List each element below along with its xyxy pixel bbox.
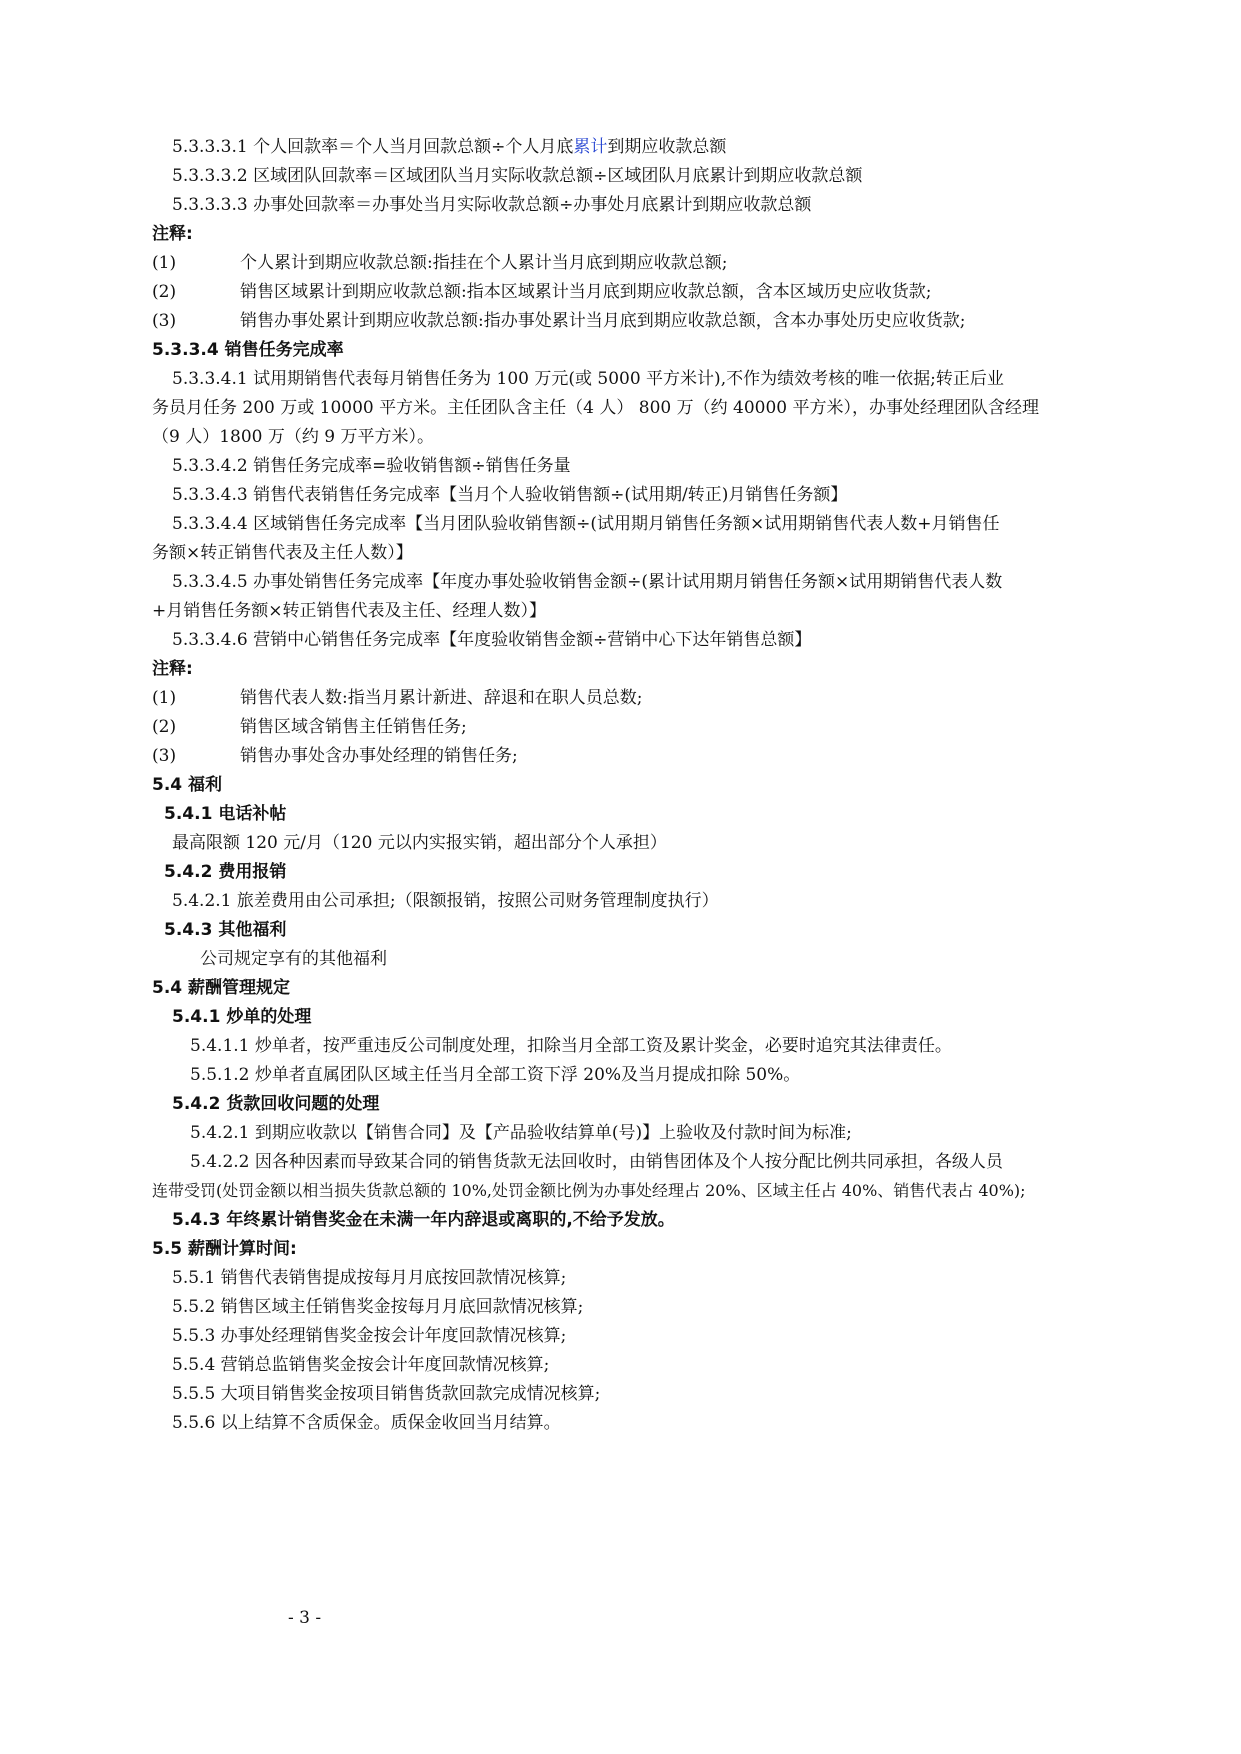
list-item: 5.5.5 大项目销售奖金按项目销售货款回款完成情况核算; <box>172 1384 601 1404</box>
formula-personal-collection-rate <box>172 132 1091 162</box>
subsection-heading: 5.4.1 电话补帖 <box>164 804 287 824</box>
page-number: - 3 - <box>288 1608 322 1628</box>
paragraph-line: 5.4.2.1 旅差费用由公司承担;（限额报销，按照公司财务管理制度执行） <box>172 891 719 911</box>
paragraph-line: 5.3.3.4.1 试用期销售代表每月销售任务为 100 万元(或 5000 平方米计),不作为绩效考核的唯一依据;转正后业 <box>172 369 1004 389</box>
section-heading: 5.4 薪酬管理规定 <box>152 978 291 998</box>
subsection-heading: 5.4.2 货款回收问题的处理 <box>172 1094 380 1114</box>
note-item: (3) 销售办事处含办事处经理的销售任务; <box>152 746 518 766</box>
paragraph-line: +月销售任务额×转正销售代表及主任、经理人数）】 <box>152 601 546 621</box>
subsection-heading: 5.4.1 炒单的处理 <box>172 1007 312 1027</box>
subsection-heading: 5.4.3 其他福利 <box>164 920 287 940</box>
note-label: 注释: <box>152 224 193 244</box>
paragraph-line: 5.4.2.2 因各种因素而导致某合同的销售货款无法回收时，由销售团体及个人按分配比例共同承担，各级人员 <box>190 1152 1003 1172</box>
note-item: (1) 个人累计到期应收款总额:指挂在个人累计当月底到期应收款总额; <box>152 253 728 273</box>
paragraph-line: 5.3.3.4.3 销售代表销售任务完成率【当月个人验收销售额÷(试用期/转正)月销售任务额】 <box>172 485 848 505</box>
paragraph-line: 5.3.3.4.5 办事处销售任务完成率【年度办事处验收销售金额÷(累计试用期月销售任务额×试用期销售代表人数 <box>172 572 1003 592</box>
section-heading: 5.5 薪酬计算时间: <box>152 1239 297 1259</box>
paragraph-line: 5.3.3.4.6 营销中心销售任务完成率【年度验收销售金额÷营销中心下达年销售总额】 <box>172 630 812 650</box>
highlighted-term: 累计 <box>573 137 608 157</box>
note-item: (2) 销售区域累计到期应收款总额:指本区域累计当月底到期应收款总额，含本区域历史应收货款; <box>152 282 932 302</box>
paragraph-line: 5.3.3.4.4 区域销售任务完成率【当月团队验收销售额÷(试用期月销售任务额×试用期销售代表人数+月销售任 <box>172 514 1000 534</box>
note-item: (1) 销售代表人数:指当月累计新进、辞退和在职人员总数; <box>152 688 643 708</box>
paragraph-line: 5.3.3.4.2 销售任务完成率=验收销售额÷销售任务量 <box>172 456 571 476</box>
list-item: 5.5.6 以上结算不含质保金。质保金收回当月结算。 <box>172 1413 561 1433</box>
note-label: 注释: <box>152 659 193 679</box>
subsection-heading: 5.4.3 年终累计销售奖金在未满一年内辞退或离职的,不给予发放。 <box>172 1210 675 1230</box>
paragraph-line: 5.4.2.1 到期应收款以【销售合同】及【产品验收结算单(号)】上验收及付款时间为标准; <box>190 1123 852 1143</box>
paragraph-line: （9 人）1800 万（约 9 万平方米）。 <box>152 427 435 447</box>
list-item: 5.5.2 销售区域主任销售奖金按每月月底回款情况核算; <box>172 1297 584 1317</box>
section-heading: 5.4 福利 <box>152 775 223 795</box>
paragraph-line: 公司规定享有的其他福利 <box>200 949 387 969</box>
paragraph-line: 务员月任务 200 万或 10000 平方米。主任团队含主任（4 人） 800 万（约 40000 平方米），办事处经理团队含经理 <box>152 398 1040 418</box>
note-item: (2) 销售区域含销售主任销售任务; <box>152 717 467 737</box>
section-heading: 5.3.3.4 销售任务完成率 <box>152 340 344 360</box>
paragraph-line: 5.5.1.2 炒单者直属团队区域主任当月全部工资下浮 20%及当月提成扣除 50%。 <box>190 1065 801 1085</box>
list-item: 5.5.4 营销总监销售奖金按会计年度回款情况核算; <box>172 1355 550 1375</box>
formula-text: 5.3.3.3.1 个人回款率＝个人当月回款总额÷个人月底 <box>172 137 574 157</box>
paragraph-line: 5.4.1.1 炒单者，按严重违反公司制度处理，扣除当月全部工资及累计奖金，必要时追究其法律责任。 <box>190 1036 952 1056</box>
formula-text: 到期应收款总额 <box>607 137 727 157</box>
formula-region-collection-rate: 5.3.3.3.2 区域团队回款率＝区域团队当月实际收款总额÷区域团队月底累计到期应收款总额 <box>172 166 863 186</box>
list-item: 5.5.1 销售代表销售提成按每月月底按回款情况核算; <box>172 1268 567 1288</box>
paragraph-line: 最高限额 120 元/月（120 元以内实报实销，超出部分个人承担） <box>172 833 667 853</box>
paragraph-line: 连带受罚(处罚金额以相当损失货款总额的 10%,处罚金额比例为办事处经理占 20%、区域主任占 40%、销售代表占 40%); <box>152 1181 1026 1200</box>
paragraph-line: 务额×转正销售代表及主任人数）】 <box>152 543 413 563</box>
subsection-heading: 5.4.2 费用报销 <box>164 862 287 882</box>
note-item: (3) 销售办事处累计到期应收款总额:指办事处累计当月底到期应收款总额，含本办事处历史应收货款; <box>152 311 966 331</box>
formula-office-collection-rate: 5.3.3.3.3 办事处回款率＝办事处当月实际收款总额÷办事处月底累计到期应收款总额 <box>172 195 812 215</box>
list-item: 5.5.3 办事处经理销售奖金按会计年度回款情况核算; <box>172 1326 567 1346</box>
